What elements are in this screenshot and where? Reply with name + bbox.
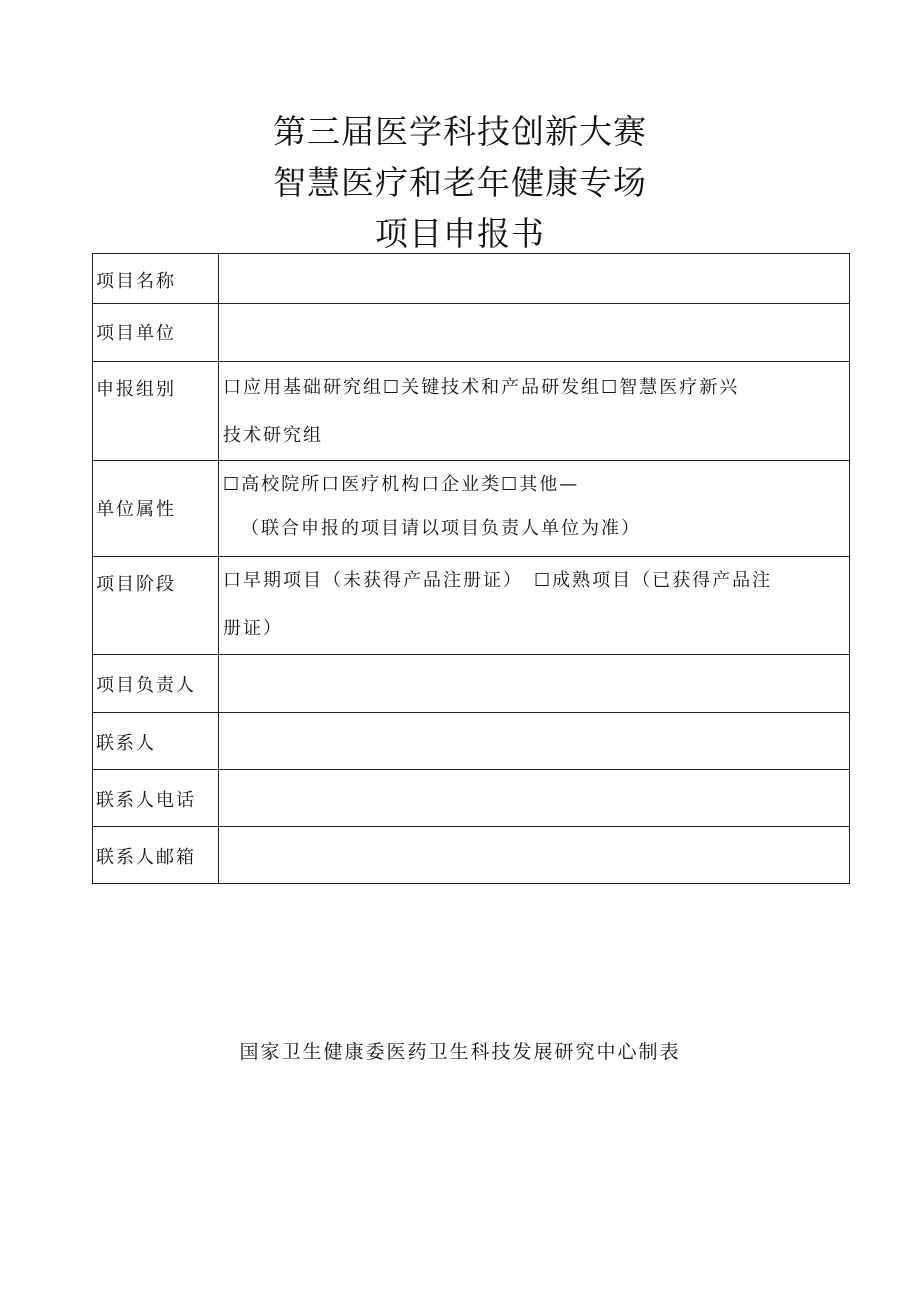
application-form-table: [92, 253, 850, 884]
row-contact-phone: [93, 770, 850, 827]
unit-type-note: （联合申报的项目请以项目负责人单位为准）: [241, 518, 641, 539]
stage-options-line-1: 口早期项目（未获得产品注册证） ☐成熟项目（已获得产品注: [223, 570, 773, 591]
field-contact-phone[interactable]: [219, 770, 850, 827]
label-project-name: 项目名称: [93, 254, 219, 304]
row-project-leader: [93, 655, 850, 713]
field-project-name[interactable]: [219, 254, 850, 304]
field-project-stage[interactable]: [219, 557, 850, 655]
stage-options-line-2: 册证）: [223, 618, 283, 639]
field-project-leader[interactable]: [219, 655, 850, 713]
label-project-stage: 项目阶段: [93, 557, 219, 655]
label-project-unit: 项目单位: [93, 304, 219, 362]
row-contact-email: [93, 827, 850, 884]
category-options-line-1: 口应用基础研究组☐关键技术和产品研发组☐智慧医疗新兴: [223, 377, 740, 398]
field-category[interactable]: [219, 362, 850, 461]
field-contact-person[interactable]: [219, 713, 850, 770]
label-unit-type: 单位属性: [93, 461, 219, 557]
field-project-unit[interactable]: [219, 304, 850, 362]
label-contact-email: 联系人邮箱: [93, 827, 219, 884]
row-category: [93, 362, 850, 461]
footer-issuer: 国家卫生健康委医药卫生科技发展研究中心制表: [239, 1041, 681, 1063]
label-contact-person: 联系人: [93, 713, 219, 770]
title-line-2: 智慧医疗和老年健康专场: [273, 163, 647, 202]
title-line-1: 第三届医学科技创新大赛: [273, 112, 647, 151]
field-contact-email[interactable]: [219, 827, 850, 884]
label-contact-phone: 联系人电话: [93, 770, 219, 827]
row-project-unit: [93, 304, 850, 362]
row-contact-person: [93, 713, 850, 770]
label-project-leader: 项目负责人: [93, 655, 219, 713]
label-category: 申报组别: [93, 362, 219, 461]
row-project-name: [93, 254, 850, 304]
field-unit-type[interactable]: [219, 461, 850, 557]
unit-type-options: ☐高校院所口医疗机构口企业类☐其他—: [223, 474, 580, 495]
category-options-line-2: 技术研究组: [223, 425, 323, 446]
title-line-3: 项目申报书: [375, 214, 545, 253]
row-unit-type: [93, 461, 850, 557]
document-title: [0, 106, 920, 259]
row-project-stage: [93, 557, 850, 655]
